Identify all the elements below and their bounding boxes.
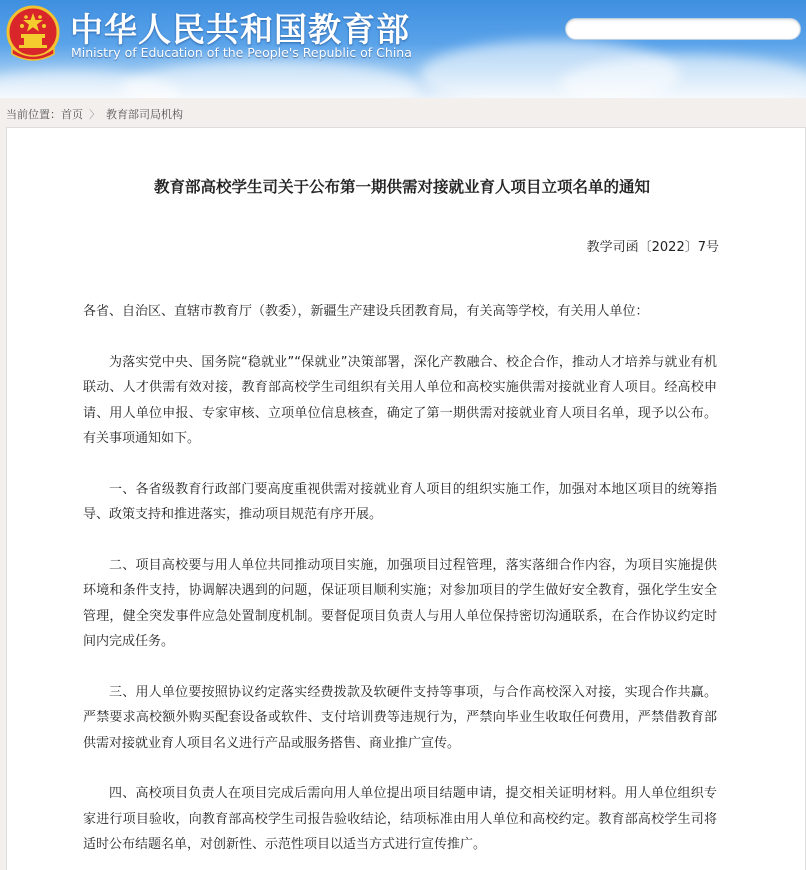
document-number: 教学司函〔2022〕7号 — [586, 240, 719, 255]
article-title: 教育部高校学生司关于公布第一期供需对接就业育人项目立项名单的通知 — [153, 178, 650, 196]
breadcrumb-prefix: 当前位置： — [6, 108, 61, 121]
search-input[interactable] — [578, 20, 782, 40]
paragraph-item-4: 四、高校项目负责人在项目完成后需向用人单位提出项目结题申请，提交相关证明材料。用人单位组织专家进行项目验收，向教育部高校学生司报告验收结论，结项标准由用人单位和高校约定。教育部高校学生司将适时公布结题名单，对创新性、示范性项目以适当方式进行宣传推广。 — [83, 786, 717, 852]
paragraph-item-3: 三、用人单位要按照协议约定落实经费拨款及软硬件支持等事项，与合作高校深入对接，实现合作共赢。严禁要求高校额外购买配套设备或软件、支付培训费等违规行为，严禁向毕业生收取任何费用，严禁借教育部供需对接就业育人项目名义进行产品或服务搭售、商业推广宣传。 — [83, 684, 717, 751]
site-title-english: Ministry of Education of the People's Republic of China — [71, 45, 412, 60]
breadcrumb-separator-icon: 〉 — [89, 108, 100, 121]
article-panel — [6, 127, 806, 870]
breadcrumb — [6, 106, 183, 122]
site-title[interactable]: 中华人民共和国教育部 — [70, 10, 410, 49]
national-emblem-icon[interactable] — [6, 4, 60, 62]
paragraph-item-1: 一、各省级教育行政部门要高度重视供需对接就业育人项目的组织实施工作，加强对本地区项目的统筹指导、政策支持和推进落实，推动项目规范有序开展。 — [83, 481, 717, 522]
paragraph-item-2: 二、项目高校要与用人单位共同推动项目实施，加强项目过程管理，落实落细合作内容，为项目实施提供环境和条件支持，协调解决遇到的问题，保证项目顺利实施；对参加项目的学生做好安全教育，强化学生安全管理，健全突发事件应急处置制度机制。要督促项目负责人与用人单位保持密切沟通联系，在合作协议约定时间内完成任务。 — [83, 557, 717, 649]
breadcrumb-home-link[interactable]: 首页 — [61, 108, 83, 121]
search-box[interactable] — [565, 18, 801, 40]
paragraph-intro: 为落实党中央、国务院“稳就业”“保就业”决策部署，深化产教融合、校企合作，推动人才培养与就业有机联动、人才供需有效对接，教育部高校学生司组织有关用人单位和高校实施供需对接就业育人项目。经高校申请、用人单位申报、专家审核、立项单位信息核查，确定了第一期供需对接就业育人项目名单，现予以公布。有关事项通知如下。 — [83, 354, 717, 446]
breadcrumb-current-link[interactable]: 教育部司局机构 — [106, 108, 183, 121]
salutation: 各省、自治区、直辖市教育厅（教委），新疆生产建设兵团教育局，有关高等学校，有关用人单位： — [83, 304, 649, 319]
site-header — [0, 0, 806, 98]
article-body — [83, 299, 717, 870]
